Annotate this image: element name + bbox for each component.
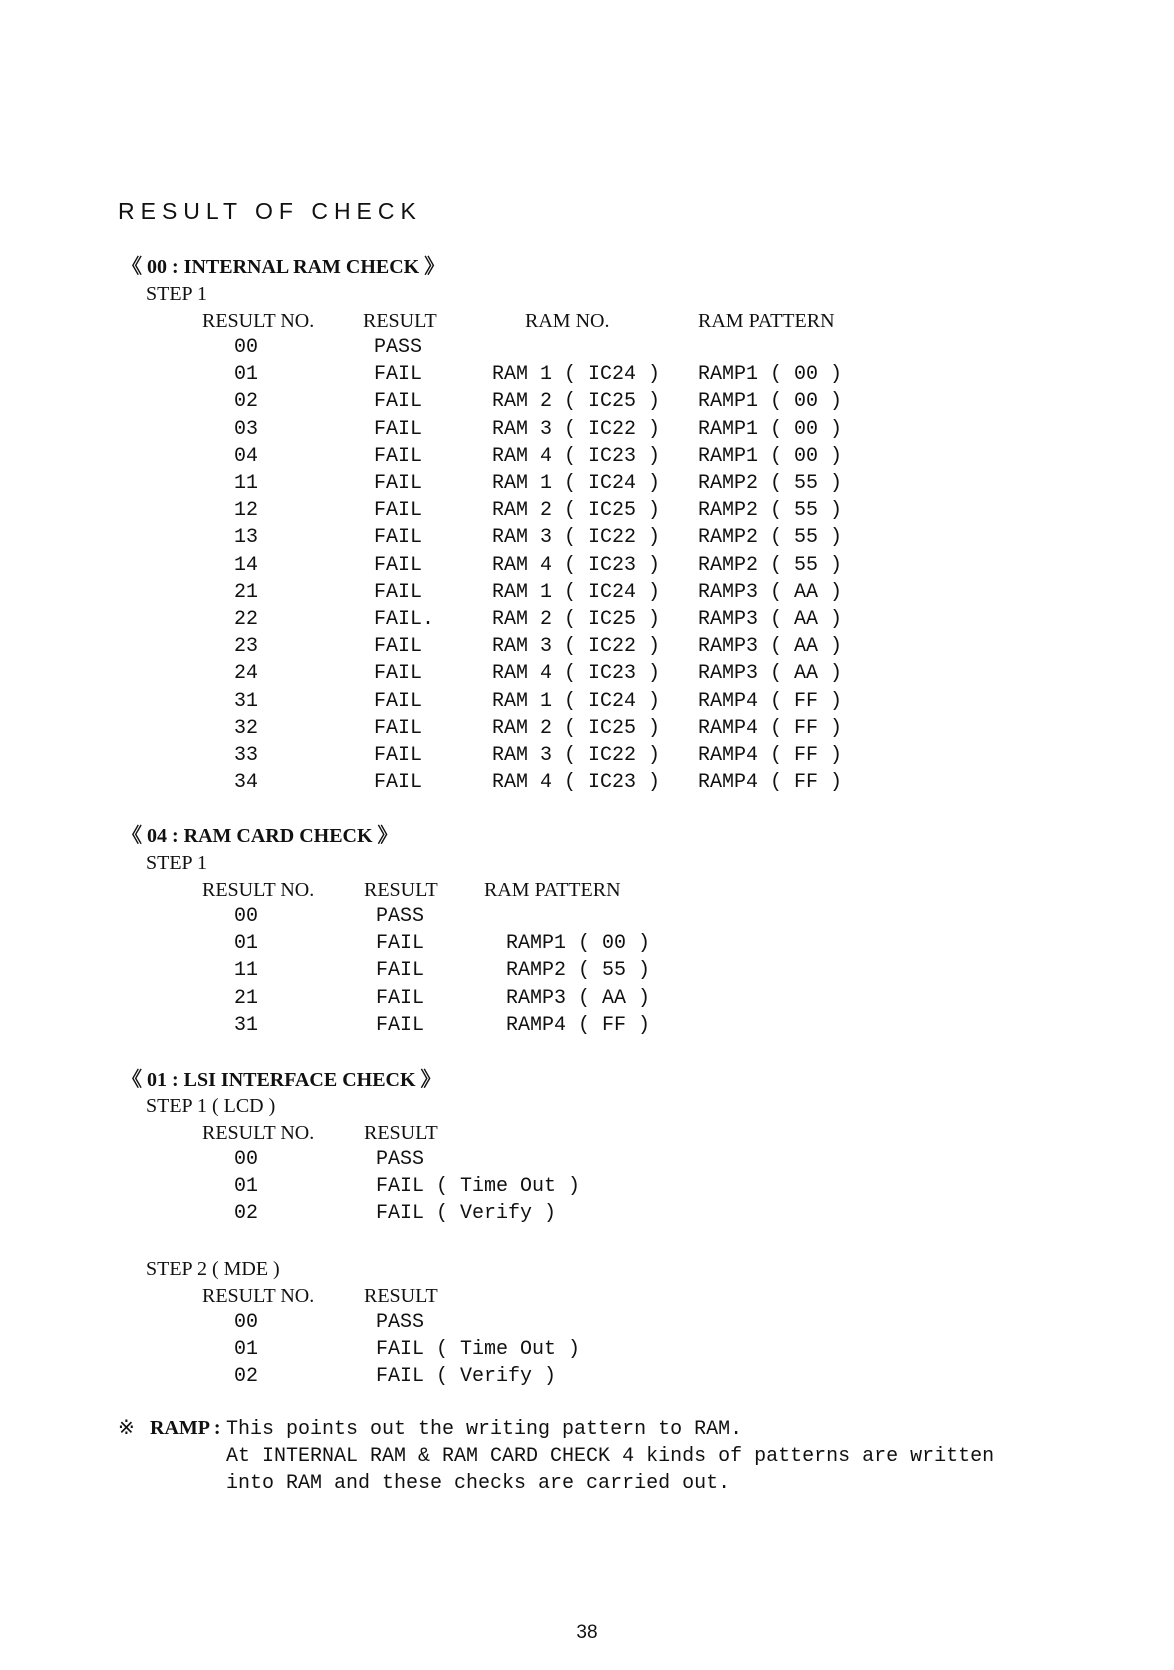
table-cell: 14	[234, 553, 259, 577]
table-cell: RAMP4 ( FF )	[698, 716, 843, 740]
column-header: RAM PATTERN	[484, 879, 621, 901]
table-cell: 24	[234, 662, 259, 686]
table-cell: 32	[234, 716, 259, 740]
table-cell: RAMP2 ( 55 )	[698, 553, 843, 577]
column-header: RESULT NO.	[202, 1285, 315, 1307]
table-cell: RAM 3 ( IC22 )	[492, 526, 661, 550]
table-cell: RAM 4 ( IC23 )	[492, 662, 661, 686]
table-cell: PASS	[376, 905, 425, 928]
table-cell: RAM 4 ( IC23 )	[492, 553, 661, 577]
table-cell: 02	[234, 390, 259, 414]
table-cell: FAIL ( Time Out )	[376, 1338, 581, 1361]
step-label: STEP 1	[146, 283, 207, 305]
table-cell: RAM 4 ( IC23 )	[492, 444, 661, 468]
table-cell: FAIL	[374, 662, 423, 686]
table-cell: FAIL.	[374, 608, 435, 631]
column-header: RESULT	[364, 1285, 438, 1307]
column-header: RESULT	[364, 879, 438, 901]
table-cell: FAIL	[376, 1013, 425, 1037]
section-heading-ram-card: 《 04 : RAM CARD CHECK 》	[122, 825, 398, 847]
note-line: into RAM and these checks are carried out.	[226, 1472, 731, 1495]
table-cell: RAM 1 ( IC24 )	[492, 363, 661, 387]
table-cell: FAIL	[374, 553, 423, 577]
table-cell: RAM 3 ( IC22 )	[492, 417, 661, 441]
table-cell: 03	[234, 417, 259, 441]
table-cell: FAIL	[374, 771, 423, 795]
table-cell: FAIL ( Verify )	[376, 1202, 557, 1225]
table-cell: RAMP2 ( 55 )	[698, 472, 843, 495]
table-cell: 01	[234, 1338, 259, 1361]
page-number: 38	[576, 1622, 598, 1643]
column-header: RESULT	[363, 310, 437, 332]
table-cell: 21	[234, 580, 259, 604]
table-cell: PASS	[374, 336, 423, 359]
table-cell: FAIL	[374, 472, 423, 495]
table-cell: 02	[234, 1202, 259, 1225]
table-cell: FAIL	[374, 444, 423, 468]
table-cell: FAIL	[374, 363, 423, 387]
column-header: RESULT NO.	[202, 879, 315, 901]
table-cell: 34	[234, 771, 259, 795]
table-cell: 13	[234, 526, 259, 550]
table-cell: RAM 2 ( IC25 )	[492, 608, 661, 631]
table-cell: RAM 1 ( IC24 )	[492, 472, 661, 495]
table-cell: FAIL	[374, 635, 423, 659]
table-cell: FAIL ( Verify )	[376, 1365, 557, 1388]
table-cell: RAM 2 ( IC25 )	[492, 716, 661, 740]
note-line: At INTERNAL RAM & RAM CARD CHECK 4 kinds of patterns are written	[226, 1445, 995, 1468]
note-mark: ※	[118, 1417, 135, 1439]
table-cell: FAIL	[374, 744, 423, 767]
table-cell: RAMP1 ( 00 )	[698, 390, 843, 414]
table-cell: FAIL	[374, 417, 423, 441]
table-cell: RAM 1 ( IC24 )	[492, 580, 661, 604]
table-cell: RAM 3 ( IC22 )	[492, 744, 661, 767]
table-cell: RAMP3 ( AA )	[698, 608, 843, 631]
column-header: RESULT NO.	[202, 1122, 315, 1144]
table-cell: FAIL	[376, 986, 425, 1010]
step-label: STEP 1 ( LCD )	[146, 1095, 276, 1117]
note-label: RAMP :	[150, 1417, 221, 1439]
table-cell: 00	[234, 1311, 259, 1334]
column-header: RAM NO.	[525, 310, 610, 332]
table-cell: 00	[234, 1148, 259, 1171]
table-cell: RAMP4 ( FF )	[698, 744, 843, 767]
table-cell: PASS	[376, 1311, 425, 1334]
table-cell: RAMP2 ( 55 )	[506, 959, 651, 983]
table-cell: RAMP1 ( 00 )	[698, 444, 843, 468]
section-heading-lsi-interface: 《 01 : LSI INTERFACE CHECK 》	[122, 1069, 441, 1091]
page-title: RESULT OF CHECK	[118, 198, 422, 224]
table-cell: RAM 2 ( IC25 )	[492, 499, 661, 523]
table-cell: FAIL	[374, 499, 423, 523]
table-cell: RAMP3 ( AA )	[506, 986, 651, 1010]
table-cell: RAMP4 ( FF )	[698, 689, 843, 713]
table-cell: RAMP1 ( 00 )	[698, 363, 843, 387]
section-heading-internal-ram: 《 00 : INTERNAL RAM CHECK 》	[122, 256, 445, 278]
note-line: This points out the writing pattern to RAM.	[226, 1418, 743, 1441]
table-cell: RAMP3 ( AA )	[698, 662, 843, 686]
table-cell: FAIL	[374, 390, 423, 414]
table-cell: RAMP1 ( 00 )	[506, 932, 651, 956]
table-cell: PASS	[376, 1148, 425, 1171]
table-cell: 04	[234, 444, 259, 468]
table-cell: FAIL	[374, 716, 423, 740]
table-cell: FAIL	[376, 959, 425, 983]
column-header: RESULT NO.	[202, 310, 315, 332]
column-header: RESULT	[364, 1122, 438, 1144]
table-cell: 11	[234, 959, 259, 983]
table-cell: RAMP3 ( AA )	[698, 580, 843, 604]
table-cell: 01	[234, 1175, 259, 1198]
table-cell: 01	[234, 932, 259, 956]
table-cell: RAMP3 ( AA )	[698, 635, 843, 659]
table-cell: 31	[234, 1013, 259, 1037]
table-cell: RAM 2 ( IC25 )	[492, 390, 661, 414]
table-cell: RAMP2 ( 55 )	[698, 526, 843, 550]
column-header: RAM PATTERN	[698, 310, 835, 332]
table-cell: 21	[234, 986, 259, 1010]
table-cell: FAIL	[374, 526, 423, 550]
table-cell: RAMP1 ( 00 )	[698, 417, 843, 441]
table-cell: 12	[234, 499, 259, 523]
table-cell: FAIL	[374, 689, 423, 713]
table-cell: FAIL ( Time Out )	[376, 1175, 581, 1198]
table-cell: FAIL	[374, 580, 423, 604]
table-cell: FAIL	[376, 932, 425, 956]
table-cell: RAM 4 ( IC23 )	[492, 771, 661, 795]
table-cell: RAMP4 ( FF )	[698, 771, 843, 795]
table-cell: RAM 3 ( IC22 )	[492, 635, 661, 659]
table-cell: 33	[234, 744, 259, 767]
table-cell: RAMP4 ( FF )	[506, 1013, 651, 1037]
table-cell: 11	[234, 472, 259, 495]
step-label: STEP 2 ( MDE )	[146, 1258, 280, 1280]
table-cell: 31	[234, 689, 259, 713]
table-cell: 01	[234, 363, 259, 387]
step-label: STEP 1	[146, 852, 207, 874]
table-cell: 02	[234, 1365, 259, 1388]
table-cell: 00	[234, 336, 259, 359]
table-cell: 00	[234, 905, 259, 928]
table-cell: RAMP2 ( 55 )	[698, 499, 843, 523]
table-cell: 22	[234, 608, 259, 631]
table-cell: 23	[234, 635, 259, 659]
table-cell: RAM 1 ( IC24 )	[492, 689, 661, 713]
